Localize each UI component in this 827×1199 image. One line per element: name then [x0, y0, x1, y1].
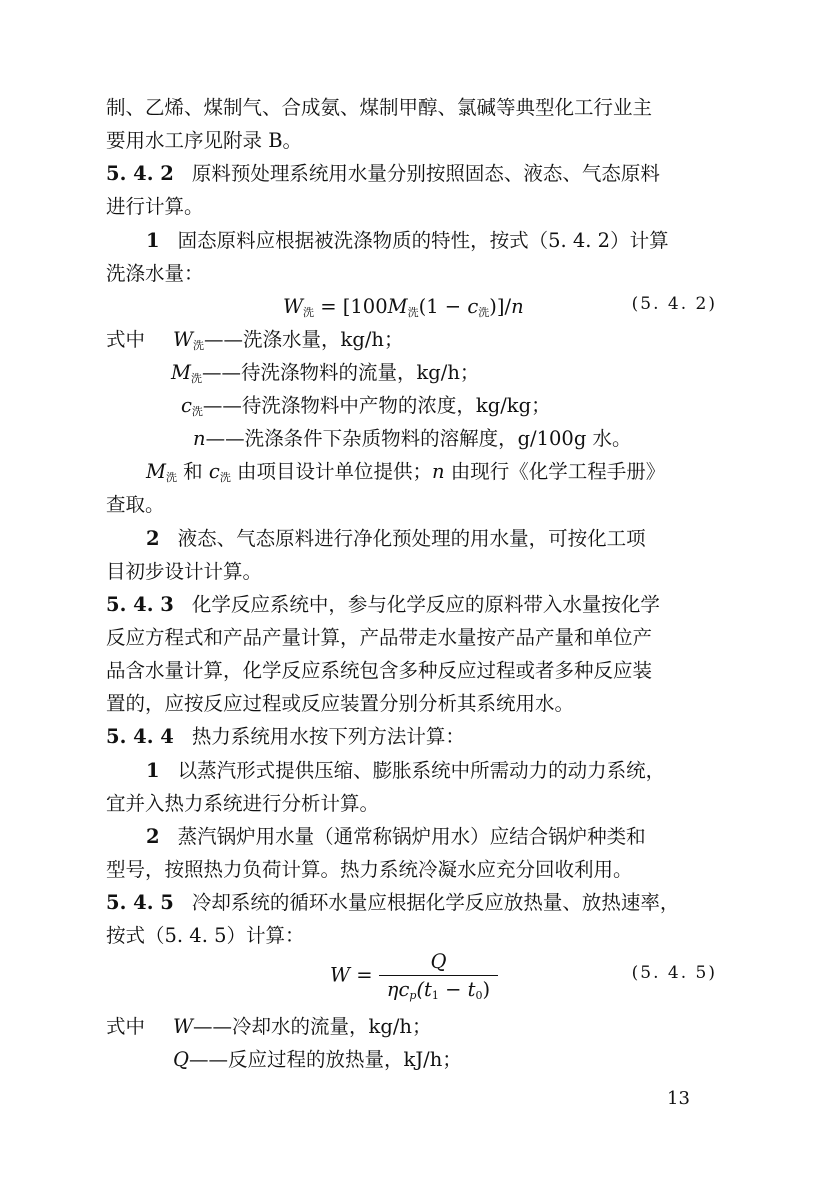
eq-var: (t [416, 978, 432, 1001]
item-2b [146, 824, 646, 850]
note-text: 和 [183, 460, 203, 483]
eq-part: = [100 [314, 295, 388, 318]
section-number: 5. 4. 3 [106, 593, 174, 616]
item-number: 2 [146, 825, 160, 848]
symbol: c [181, 394, 192, 417]
eq-sub: 1 [431, 989, 439, 1002]
eq-sub: 洗 [407, 306, 419, 319]
text-line: 宜并入热力系统进行分析计算。 [106, 792, 380, 815]
eq-sub: 洗 [303, 306, 315, 319]
eq-var-m: M [387, 295, 408, 318]
note-text: 由现行《化学工程手册》 [450, 460, 666, 483]
section-text: 冷却系统的循环水量应根据化学反应放热量、放热速率， [191, 891, 680, 914]
eq-var-w: W [283, 295, 304, 318]
definition-m [171, 360, 479, 392]
symbol: n [432, 460, 445, 483]
text-line: 洗涤水量： [106, 262, 204, 285]
eq-var-c: c [467, 295, 479, 318]
item-text: 以蒸汽形式提供压缩、膨胀系统中所需动力的动力系统， [177, 759, 666, 782]
eq-part: = [350, 963, 379, 987]
where-label: 式中 [106, 1015, 146, 1038]
item-number: 2 [146, 527, 160, 550]
eq-sub: 洗 [478, 306, 490, 319]
symbol: c [208, 460, 220, 483]
section-text: 原料预处理系统用水量分别按照固态、液态、气态原料 [191, 162, 660, 185]
section-5-4-5 [106, 890, 679, 916]
eq-var-n: n [511, 295, 524, 318]
item-number: 1 [146, 759, 160, 782]
symbol: n [193, 427, 206, 450]
definition-text: ——洗涤条件下杂质物料的溶解度，g/100g 水。 [205, 427, 632, 450]
eq-fraction [379, 950, 498, 1002]
definition-text: ——反应过程的放热量，kJ/h； [189, 1048, 462, 1071]
text-line: 型号，按照热力负荷计算。热力系统冷凝水应充分回收利用。 [106, 858, 633, 881]
section-number: 5. 4. 2 [106, 162, 174, 185]
symbol-sub: 洗 [165, 471, 177, 484]
item-text: 蒸汽锅炉用水量（通常称锅炉用水）应结合锅炉种类和 [177, 825, 646, 848]
text-line: 置的，应按反应过程或反应装置分别分析其系统用水。 [106, 692, 575, 715]
definition-text: ——冷却水的流量，kg/h； [193, 1015, 432, 1038]
symbol: M [146, 460, 166, 483]
item-number: 1 [146, 229, 160, 252]
definition-w2 [173, 1014, 431, 1040]
definition-text: ——洗涤水量，kg/h； [204, 328, 404, 351]
eq-var: ηc [386, 978, 410, 1001]
text-line: 反应方程式和产品产量计算，产品带走水量按产品产量和单位产 [106, 626, 653, 649]
where-label: 式中 [106, 328, 146, 351]
symbol: M [171, 361, 191, 384]
item-text: 液态、气态原料进行净化预处理的用水量，可按化工项 [177, 527, 646, 550]
text-line: 品含水量计算，化学反应系统包含多种反应过程或者多种反应装 [106, 659, 653, 682]
definition-text: ——待洗涤物料中产物的浓度，kg/kg； [202, 394, 551, 417]
eq-part: ) [482, 978, 491, 1001]
definition-q [173, 1047, 462, 1073]
text-line: 查取。 [106, 493, 165, 516]
text-line: 要用水工序见附录 B。 [106, 129, 303, 152]
symbol: Q [173, 1048, 189, 1071]
symbol-sub: 洗 [191, 405, 203, 418]
item-1 [146, 228, 669, 254]
eq-numerator: Q [379, 950, 498, 976]
item-text: 固态原料应根据被洗涤物质的特性，按式（5. 4. 2）计算 [177, 229, 669, 252]
item-1b [146, 758, 665, 784]
item-2 [146, 526, 646, 552]
text-line: 目初步设计计算。 [106, 560, 263, 583]
eq-var-w: W [330, 963, 351, 987]
eq-sub: p [409, 989, 417, 1002]
section-text: 化学反应系统中，参与化学反应的原料带入水量按化学 [191, 593, 660, 616]
eq-part: )]/ [489, 295, 512, 318]
definition-text: ——待洗涤物料的流量，kg/h； [201, 361, 480, 384]
definition-c [181, 393, 551, 425]
note-text: 由项目设计单位提供； [237, 460, 433, 483]
section-5-4-2 [106, 161, 660, 187]
definition-n [193, 426, 632, 452]
equation-label: (5. 4. 5) [631, 963, 717, 983]
eq-part: (1 − [418, 295, 468, 318]
section-5-4-3 [106, 592, 660, 618]
page-number: 13 [667, 1088, 690, 1109]
text-line: 进行计算。 [106, 195, 204, 218]
symbol-sub: 洗 [219, 471, 231, 484]
definition-w [173, 327, 403, 359]
equation-5-4-2 [283, 294, 524, 320]
section-5-4-4 [106, 724, 465, 750]
note-line [146, 459, 665, 485]
text-line: 按式（5. 4. 5）计算： [106, 924, 305, 947]
section-number: 5. 4. 4 [106, 725, 174, 748]
symbol: W [173, 1015, 194, 1038]
equation-label: (5. 4. 2) [631, 294, 717, 314]
eq-sub: 0 [475, 989, 483, 1002]
symbol: W [173, 328, 194, 351]
eq-denominator [379, 976, 498, 1002]
eq-var: − t [438, 978, 476, 1001]
text-line: 制、乙烯、煤制气、合成氨、煤制甲醇、氯碱等典型化工行业主 [106, 96, 653, 119]
section-number: 5. 4. 5 [106, 891, 174, 914]
section-text: 热力系统用水按下列方法计算： [191, 725, 465, 748]
symbol-sub: 洗 [193, 339, 205, 352]
equation-5-4-5 [330, 950, 498, 1002]
symbol-sub: 洗 [190, 372, 202, 385]
